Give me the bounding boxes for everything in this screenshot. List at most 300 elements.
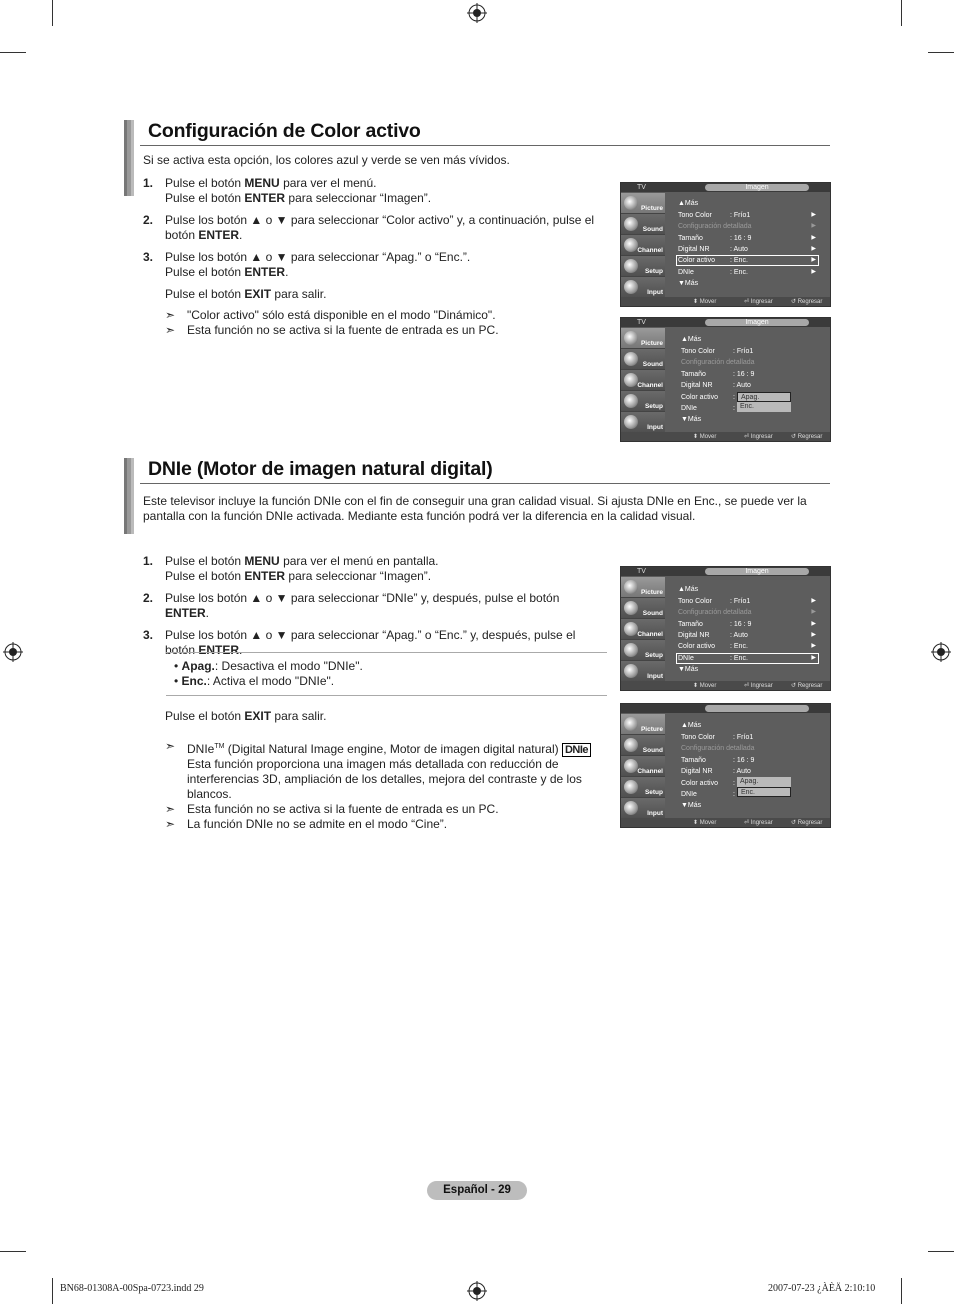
input-icon (624, 801, 638, 815)
text: Pulse el botón (165, 554, 245, 568)
step-text (165, 250, 470, 280)
text: para seleccionar “Imagen”. (285, 569, 432, 583)
crop-mark (901, 1278, 902, 1304)
return-hint: ↺ Regresar (791, 434, 823, 440)
sidebar-label: Sound (642, 610, 663, 617)
arrow-right-icon: ▶ (811, 655, 816, 661)
text: . (205, 606, 210, 620)
move-hint: ⬍ Mover (693, 434, 717, 440)
sidebar-label: Channel (637, 768, 663, 775)
menu-sidebar (621, 577, 665, 683)
row-key: Configuración detallada (681, 359, 755, 366)
row-key: Tono Color (678, 598, 712, 605)
section-bar (124, 120, 134, 196)
channel-icon (624, 622, 638, 636)
note-arrow-icon: ➣ (165, 802, 176, 816)
row-value: : (733, 405, 735, 412)
text: Pulse el botón (165, 191, 245, 205)
tv-label: TV (637, 568, 646, 575)
text: Ingresar (750, 683, 773, 689)
return-hint: ↺ Regresar (791, 683, 823, 689)
crop-mark (0, 52, 26, 53)
menu-row (681, 393, 735, 402)
tv-menu-screenshot (620, 317, 831, 442)
text: Pulse el botón (165, 176, 245, 190)
row-key: Configuración detallada (681, 745, 755, 752)
step-number: 2. (143, 591, 154, 605)
section-title-dnie: DNIe (Motor de imagen natural digital) (148, 458, 493, 480)
sidebar-item-sound (621, 735, 665, 756)
menu-row (681, 756, 754, 765)
row-value: : Auto (733, 382, 751, 389)
crop-mark (928, 1251, 954, 1252)
menu-row (681, 370, 754, 379)
menu-row (678, 631, 748, 640)
sidebar-label: Channel (637, 382, 663, 389)
row-key: Digital NR (681, 768, 713, 775)
option-enc: • Enc.: Activa el modo "DNIe". (174, 674, 335, 688)
row-key: DNIe (681, 791, 697, 798)
sound-icon (624, 217, 638, 231)
keyword: MENU (244, 176, 280, 190)
menu-row (681, 790, 735, 799)
keyword: ENTER (198, 643, 240, 657)
notes-list (143, 709, 603, 832)
text: Mover (699, 820, 717, 826)
menu-sidebar (621, 714, 665, 820)
step-1 (143, 176, 603, 206)
sidebar-label: Setup (644, 403, 663, 410)
row-key: Tono Color (681, 348, 715, 355)
row-key: Color activo (678, 257, 715, 264)
menu-row (681, 744, 755, 753)
menu-row (678, 234, 751, 243)
arrow-right-icon: ▶ (811, 246, 816, 252)
text: Regresar (797, 434, 823, 440)
registration-mark-icon (467, 3, 487, 23)
arrow-right-icon: ▶ (811, 223, 816, 229)
tv-menu-screenshot (620, 566, 831, 691)
menu-sidebar (621, 328, 665, 434)
steps-list (143, 176, 603, 338)
sidebar-item-channel (621, 235, 665, 256)
menu-bottombar (621, 297, 830, 306)
menu-row (681, 381, 751, 390)
text: para salir. (271, 287, 327, 301)
section-title-color-activo: Configuración de Color activo (148, 120, 421, 142)
options-box (166, 652, 607, 696)
menu-row (678, 642, 748, 651)
note (165, 739, 603, 802)
enter-hint: ⏎ Ingresar (744, 299, 773, 305)
text: . (285, 265, 289, 279)
text: Ingresar (750, 434, 773, 440)
section-rule (140, 145, 830, 146)
row-key: Configuración detallada (678, 223, 752, 230)
row-value: : (733, 791, 735, 798)
dnie-logo: DNIe (562, 743, 591, 757)
sidebar-item-channel (621, 619, 665, 640)
sidebar-label: Input (647, 673, 663, 680)
sidebar-label: Setup (644, 652, 663, 659)
input-icon (624, 280, 638, 294)
row-value: : Frío1 (730, 212, 751, 219)
note-text: La función DNIe no se admite en el modo “Cine”. (187, 817, 448, 831)
menu-row (681, 347, 753, 356)
note-text: Esta función no se activa si la fuente de entrada es un PC. (187, 802, 499, 816)
row-key: Tamaño (678, 621, 703, 628)
text: Esta función proporciona una imagen más detallada con reducción de interferencias 3D, ampliación de los detalles, mejora del contraste y de los blancos. (187, 757, 582, 801)
menu-row (678, 654, 748, 663)
menu-row (678, 222, 752, 231)
steps-list (143, 554, 603, 665)
menu-title: Imagen (705, 319, 809, 326)
menu-title: Imagen (705, 184, 809, 191)
tv-label: TV (637, 319, 646, 326)
row-key: Digital NR (678, 632, 710, 639)
sidebar-label: Sound (642, 361, 663, 368)
sidebar-item-sound (621, 598, 665, 619)
sidebar-item-setup (621, 256, 665, 277)
text: . (239, 643, 243, 657)
crop-mark (928, 52, 954, 53)
menu-main (668, 577, 828, 683)
enter-hint: ⏎ Ingresar (744, 683, 773, 689)
arrow-right-icon: ▶ (811, 598, 816, 604)
option-apag: • Apag.: Desactiva el modo "DNIe". (174, 659, 363, 673)
menu-more-down: ▼Más (678, 666, 699, 673)
enter-hint: ⏎ Ingresar (744, 820, 773, 826)
step-3 (143, 250, 603, 280)
note (165, 308, 603, 323)
text: Pulse los botón ▲ o ▼ para seleccionar “Color activo” y, a continuación, pulse el botón (165, 213, 595, 242)
row-value: : 16 : 9 (733, 757, 755, 764)
menu-row (678, 256, 748, 265)
sidebar-item-setup (621, 777, 665, 798)
sidebar-label: Channel (637, 247, 663, 254)
row-value: : (733, 394, 735, 401)
menu-bottombar (621, 818, 830, 827)
dropdown-option-apag: Apag. (737, 392, 791, 402)
menu-bottombar (621, 681, 830, 690)
setup-icon (624, 780, 638, 794)
tv-label: TV (637, 184, 646, 191)
sidebar-item-channel (621, 756, 665, 777)
sidebar-label: Sound (642, 747, 663, 754)
row-value: : Frío1 (733, 348, 754, 355)
sidebar-item-sound (621, 214, 665, 235)
registration-mark-icon (467, 1281, 487, 1301)
sidebar-label: Picture (640, 589, 663, 596)
note-arrow-icon: ➣ (165, 817, 176, 831)
registration-mark-icon (3, 642, 23, 662)
note (165, 817, 603, 832)
arrow-right-icon: ▶ (811, 235, 816, 241)
move-hint: ⬍ Mover (693, 683, 717, 689)
sidebar-item-input (621, 277, 665, 298)
row-value: : Enc. (730, 655, 748, 662)
text: . (239, 228, 243, 242)
sidebar-item-picture (621, 577, 665, 598)
note (165, 323, 603, 338)
menu-row (681, 767, 751, 776)
return-hint: ↺ Regresar (791, 820, 823, 826)
sound-icon (624, 352, 638, 366)
channel-icon (624, 373, 638, 387)
sidebar-item-input (621, 661, 665, 682)
menu-row (681, 358, 755, 367)
note-text (187, 739, 603, 802)
keyword: ENTER (244, 569, 286, 583)
row-key: Tamaño (681, 371, 706, 378)
step-2 (143, 213, 603, 243)
crop-mark (0, 1251, 26, 1252)
sidebar-item-sound (621, 349, 665, 370)
setup-icon (624, 394, 638, 408)
menu-more-up: ▲Más (678, 200, 699, 207)
menu-more-up: ▲Más (678, 586, 699, 593)
menu-more-down: ▼Más (681, 416, 702, 423)
menu-sidebar (621, 193, 665, 299)
crop-mark (52, 0, 53, 26)
menu-row (681, 733, 753, 742)
row-value: : 16 : 9 (730, 235, 752, 242)
channel-icon (624, 759, 638, 773)
sidebar-label: Input (647, 810, 663, 817)
row-key: Tono Color (678, 212, 712, 219)
menu-more-up: ▲Más (681, 722, 702, 729)
row-value: : Auto (733, 768, 751, 775)
text: para ver el menú. (279, 176, 377, 190)
section-intro: Este televisor incluye la función DNIe con el fin de conseguir una gran calidad visual. Si ajusta DNIe en Enc., se puede ver la pantalla con la función DNIe activada. Mediante esta función podrá ver la diferencia en la calidad visual. (143, 494, 807, 523)
sidebar-label: Setup (644, 789, 663, 796)
note-arrow-icon: ➣ (165, 323, 176, 337)
arrow-right-icon: ▶ (811, 621, 816, 627)
keyword: EXIT (244, 287, 272, 301)
text: Pulse los botón ▲ o ▼ para seleccionar “Apag.” o “Enc.”. (165, 250, 471, 264)
keyword: EXIT (244, 709, 272, 723)
dropdown-option-enc: Enc. (737, 402, 791, 412)
input-icon (624, 415, 638, 429)
menu-more-down: ▼Más (678, 280, 699, 287)
text: Regresar (797, 299, 823, 305)
sidebar-label: Sound (642, 226, 663, 233)
text: (Digital Natural Image engine, Motor de imagen digital natural) (224, 742, 562, 756)
sidebar-item-input (621, 798, 665, 819)
text: Mover (699, 299, 717, 305)
row-key: Tamaño (678, 235, 703, 242)
menu-row (681, 404, 735, 413)
text: Pulse el botón (165, 287, 245, 301)
file-slug: BN68-01308A-00Spa-0723.indd 29 (60, 1283, 204, 1294)
keyword: Apag. (181, 659, 215, 673)
dropdown-option-apag: Apag. (737, 777, 791, 787)
step-text (165, 554, 439, 584)
section-rule (140, 483, 830, 484)
menu-row (678, 597, 750, 606)
row-value: : Enc. (730, 643, 748, 650)
menu-more-up: ▲Más (681, 336, 702, 343)
step-text (165, 176, 431, 206)
setup-icon (624, 259, 638, 273)
menu-main (668, 328, 828, 434)
note-arrow-icon: ➣ (165, 739, 176, 753)
step-number: 1. (143, 176, 154, 190)
keyword: ENTER (244, 265, 286, 279)
sidebar-label: Picture (640, 726, 663, 733)
sidebar-label: Setup (644, 268, 663, 275)
picture-icon (624, 196, 638, 210)
sidebar-label: Channel (637, 631, 663, 638)
sound-icon (624, 738, 638, 752)
keyword: MENU (244, 554, 280, 568)
dropdown-option-enc: Enc. (737, 787, 791, 797)
enter-hint: ⏎ Ingresar (744, 434, 773, 440)
row-value: : (733, 780, 735, 787)
registration-mark-icon (931, 642, 951, 662)
step-number: 2. (143, 213, 154, 227)
section-intro: Si se activa esta opción, los colores azul y verde se ven más vívidos. (143, 153, 510, 167)
row-value: : Frío1 (733, 734, 754, 741)
row-key: DNIe (681, 405, 697, 412)
sidebar-label: Picture (640, 340, 663, 347)
step-text (165, 213, 603, 243)
text: Mover (699, 434, 717, 440)
sidebar-label: Input (647, 424, 663, 431)
text: Pulse el botón (165, 569, 245, 583)
text: para seleccionar “Imagen”. (285, 191, 432, 205)
section-bar (124, 458, 134, 534)
input-icon (624, 664, 638, 678)
note-text: Esta función no se activa si la fuente de entrada es un PC. (187, 323, 499, 337)
row-key: Digital NR (681, 382, 713, 389)
row-value: : 16 : 9 (733, 371, 755, 378)
text: Mover (699, 683, 717, 689)
step-2 (143, 591, 603, 621)
text: : Activa el modo "DNIe". (206, 674, 335, 688)
step-text (165, 591, 603, 621)
step-number: 1. (143, 554, 154, 568)
text: para ver el menú en pantalla. (279, 554, 439, 568)
row-key: DNIe (678, 269, 694, 276)
row-value: : 16 : 9 (730, 621, 752, 628)
return-hint: ↺ Regresar (791, 299, 823, 305)
menu-title: Imagen (705, 568, 809, 575)
row-key: Color activo (681, 394, 718, 401)
menu-row (678, 620, 751, 629)
keyword: ENTER (244, 191, 286, 205)
menu-row (678, 245, 748, 254)
row-value: : Auto (730, 246, 748, 253)
step-1 (143, 554, 603, 584)
row-key: Tono Color (681, 734, 715, 741)
move-hint: ⬍ Mover (693, 299, 717, 305)
exit-instruction (165, 709, 603, 724)
sound-icon (624, 601, 638, 615)
sidebar-item-picture (621, 193, 665, 214)
page-number: Español - 29 (427, 1181, 527, 1200)
keyword: Enc. (181, 674, 207, 688)
arrow-right-icon: ▶ (811, 257, 816, 263)
row-value: : Enc. (730, 257, 748, 264)
row-value: : Enc. (730, 269, 748, 276)
row-key: DNIe (678, 655, 694, 662)
note-text: "Color activo" sólo está disponible en el modo "Dinámico". (187, 308, 496, 322)
setup-icon (624, 643, 638, 657)
picture-icon (624, 580, 638, 594)
menu-row (678, 608, 752, 617)
menu-title-bar (705, 705, 809, 712)
menu-main (668, 193, 828, 299)
row-key: Configuración detallada (678, 609, 752, 616)
text: Ingresar (750, 820, 773, 826)
sidebar-item-channel (621, 370, 665, 391)
keyword: ENTER (165, 606, 206, 620)
step-number: 3. (143, 250, 154, 264)
arrow-right-icon: ▶ (811, 269, 816, 275)
menu-row (681, 779, 735, 788)
crop-mark (52, 1278, 53, 1304)
row-value: : Frío1 (730, 598, 751, 605)
sidebar-item-picture (621, 328, 665, 349)
sidebar-item-setup (621, 391, 665, 412)
text: Pulse los botón ▲ o ▼ para seleccionar “DNIe” y, después, pulse el botón (165, 591, 560, 605)
text: Pulse el botón (165, 265, 245, 279)
text: Regresar (797, 683, 823, 689)
trademark: TM (214, 743, 225, 750)
sidebar-item-picture (621, 714, 665, 735)
date-slug: 2007-07-23 ¿ÀÈÄ 2:10:10 (768, 1283, 876, 1294)
text: Ingresar (750, 299, 773, 305)
row-key: Digital NR (678, 246, 710, 253)
menu-row (678, 211, 750, 220)
sidebar-label: Picture (640, 205, 663, 212)
exit-instruction (165, 287, 603, 302)
channel-icon (624, 238, 638, 252)
arrow-right-icon: ▶ (811, 212, 816, 218)
sidebar-item-setup (621, 640, 665, 661)
menu-row (678, 268, 748, 277)
text: DNIe (187, 742, 215, 756)
note-arrow-icon: ➣ (165, 308, 176, 322)
row-key: Tamaño (681, 757, 706, 764)
row-value: : Auto (730, 632, 748, 639)
sidebar-item-input (621, 412, 665, 433)
menu-bottombar (621, 432, 830, 441)
note (165, 802, 603, 817)
picture-icon (624, 717, 638, 731)
text: Pulse los botón ▲ o ▼ para seleccionar “Apag.” o “Enc.” y, después, pulse el botón (165, 628, 576, 657)
row-key: Color activo (681, 780, 718, 787)
menu-more-down: ▼Más (681, 802, 702, 809)
tv-menu-screenshot (620, 703, 831, 828)
text: Regresar (797, 820, 823, 826)
text: para salir. (271, 709, 327, 723)
arrow-right-icon: ▶ (811, 609, 816, 615)
tv-menu-screenshot (620, 182, 831, 307)
menu-main (668, 714, 828, 820)
step-number: 3. (143, 628, 154, 642)
text: Pulse el botón (165, 709, 245, 723)
arrow-right-icon: ▶ (811, 632, 816, 638)
keyword: ENTER (198, 228, 240, 242)
move-hint: ⬍ Mover (693, 820, 717, 826)
sidebar-label: Input (647, 289, 663, 296)
row-key: Color activo (678, 643, 715, 650)
picture-icon (624, 331, 638, 345)
arrow-right-icon: ▶ (811, 643, 816, 649)
crop-mark (901, 0, 902, 26)
